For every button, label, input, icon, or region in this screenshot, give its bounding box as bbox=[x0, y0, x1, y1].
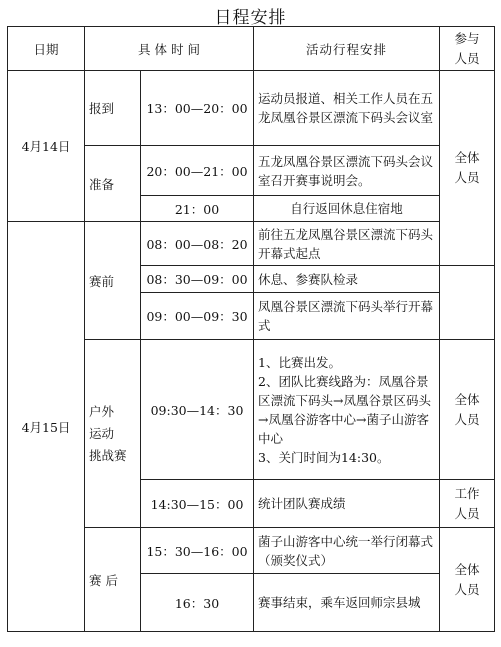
time-cell: 15：30—16：00 bbox=[141, 528, 254, 574]
time-cell: 14:30—15：00 bbox=[141, 480, 254, 528]
phase-cell: 准备 bbox=[85, 146, 141, 222]
header-time: 具 体 时 间 bbox=[85, 27, 254, 71]
date-cell: 4月14日 bbox=[8, 71, 85, 222]
header-participants: 参与 人员 bbox=[440, 27, 495, 71]
activity-cell: 凤凰谷景区漂流下码头举行开幕式 bbox=[254, 293, 440, 340]
phase-cell: 赛前 bbox=[85, 222, 141, 340]
phase-cell: 报到 bbox=[85, 71, 141, 146]
page-title: 日程安排 bbox=[214, 8, 287, 28]
date-cell: 4月15日 bbox=[8, 222, 85, 632]
participants-cell: 全体 人员 bbox=[440, 340, 495, 480]
activity-cell: 1、比赛出发。 2、团队比赛线路为：凤凰谷景区漂流下码头→凤凰谷景区码头→凤凰谷游客中心→菌子山游客中心 3、关门时间为14:30。 bbox=[254, 340, 440, 480]
phase-cell: 户外 运动 挑战赛 bbox=[85, 340, 141, 528]
time-cell: 08：30—09：00 bbox=[141, 266, 254, 293]
participants-cell: 全体 人员 bbox=[440, 71, 495, 266]
activity-cell: 五龙凤凰谷景区漂流下码头会议室召开赛事说明会。 bbox=[254, 146, 440, 196]
table-row bbox=[8, 222, 495, 266]
phase-cell: 赛 后 bbox=[85, 528, 141, 632]
time-cell: 21：00 bbox=[141, 196, 254, 222]
activity-cell: 前往五龙凤凰谷景区漂流下码头开幕式起点 bbox=[254, 222, 440, 266]
activity-cell: 菌子山游客中心统一举行闭幕式（颁奖仪式） bbox=[254, 528, 440, 574]
table-row bbox=[8, 71, 495, 146]
time-cell: 13：00—20：00 bbox=[141, 71, 254, 146]
header-activity: 活动行程安排 bbox=[254, 27, 440, 71]
header-row bbox=[8, 27, 495, 71]
time-cell: 09:30—14：30 bbox=[141, 340, 254, 480]
activity-cell: 休息、参赛队检录 bbox=[254, 266, 440, 293]
participants-cell: 工作 人员 bbox=[440, 480, 495, 528]
time-cell: 16：30 bbox=[141, 574, 254, 632]
activity-cell: 赛事结束，乘车返回师宗县城 bbox=[254, 574, 440, 632]
participants-cell-empty bbox=[440, 266, 495, 340]
time-cell: 08：00—08：20 bbox=[141, 222, 254, 266]
activity-cell: 自行返回休息住宿地 bbox=[254, 196, 440, 222]
activity-cell: 统计团队赛成绩 bbox=[254, 480, 440, 528]
activity-cell: 运动员报道、相关工作人员在五龙凤凰谷景区漂流下码头会议室 bbox=[254, 71, 440, 146]
schedule-table bbox=[7, 26, 495, 632]
participants-cell: 全体 人员 bbox=[440, 528, 495, 632]
time-cell: 20：00—21：00 bbox=[141, 146, 254, 196]
time-cell: 09：00—09：30 bbox=[141, 293, 254, 340]
header-date: 日期 bbox=[8, 27, 85, 71]
